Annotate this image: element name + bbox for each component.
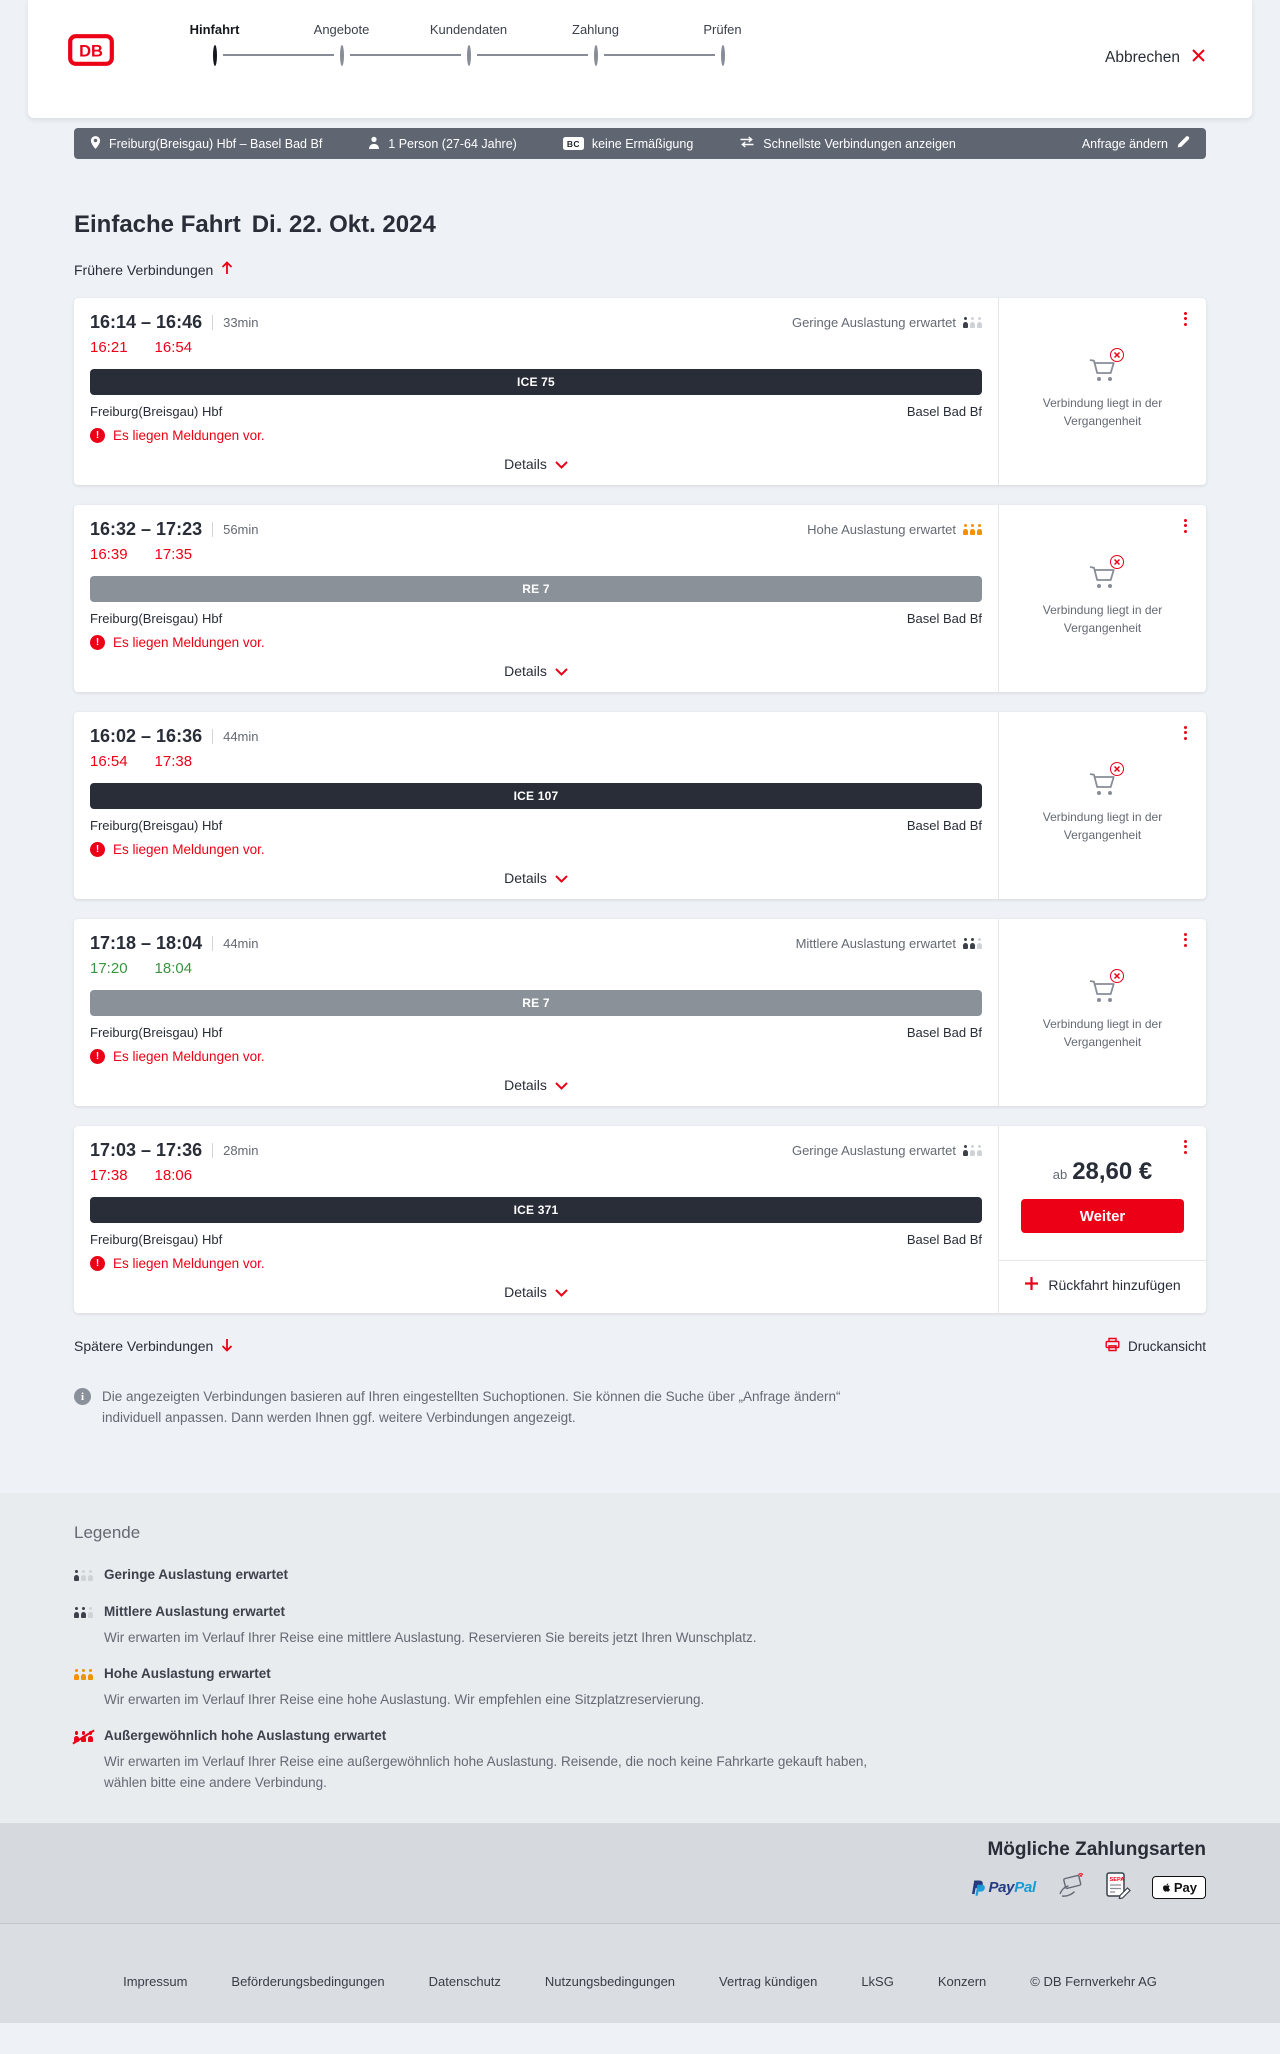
occupancy-icon-mid [963, 938, 982, 949]
step-dot [721, 45, 725, 66]
apple-icon [1161, 1881, 1172, 1894]
progress-stepper [151, 22, 786, 63]
page-title [74, 211, 1206, 239]
svg-text:DB: DB [79, 42, 103, 61]
occupancy-label: Geringe Auslastung erwartet [792, 1143, 982, 1158]
train-badge[interactable]: ICE 75 [90, 369, 982, 395]
search-summary-bar [74, 128, 1206, 159]
past-connection-note: Verbindung liegt in der Vergangenheit [1042, 603, 1163, 635]
route-summary: Freiburg(Breisgau) Hbf – Basel Bad Bf [90, 135, 322, 153]
cart-unavailable-icon [1085, 767, 1121, 799]
legend-label: Hohe Auslastung erwartet [104, 1666, 271, 1682]
connection-card [74, 919, 1206, 1106]
passenger-summary: 1 Person (27-64 Jahre) [368, 136, 517, 152]
departure-station: Freiburg(Breisgau) Hbf [90, 404, 223, 419]
cross-badge-icon [1110, 348, 1124, 362]
connection-card [74, 1126, 1206, 1313]
more-options-menu[interactable] [1182, 721, 1189, 744]
step-dot [340, 45, 344, 66]
occupancy-label: Mittlere Auslastung erwartet [796, 936, 982, 951]
payment-title: Mögliche Zahlungsarten [987, 1838, 1206, 1860]
step-dot-active [213, 45, 217, 66]
legend-label: Außergewöhnlich hohe Auslastung erwartet [104, 1728, 387, 1744]
passenger-icon [368, 136, 380, 152]
alert-icon: ! [90, 842, 105, 857]
credit-card-icon [1056, 1872, 1086, 1904]
booking-header [28, 0, 1252, 118]
earlier-connections-link[interactable]: Frühere Verbindungen [74, 261, 233, 278]
occupancy-icon-high [74, 1666, 93, 1710]
footer-link-vertrag-kuendigen[interactable]: Vertrag kündigen [719, 1973, 818, 1989]
realtime-times: 16:21 16:54 [90, 339, 193, 356]
duration: 44min [223, 729, 259, 744]
train-badge[interactable]: ICE 371 [90, 1197, 982, 1223]
arrival-station: Basel Bad Bf [906, 1025, 982, 1040]
chevron-down-icon [555, 1284, 568, 1300]
departure-station: Freiburg(Breisgau) Hbf [90, 818, 223, 833]
occupancy-icon-low [74, 1567, 93, 1586]
footer-link-lksg[interactable]: LkSG [861, 1973, 894, 1989]
legend-title: Legende [74, 1522, 141, 1542]
connection-message: ! Es liegen Meldungen vor. [90, 842, 982, 857]
copyright: © DB Fernverkehr AG [1030, 1973, 1157, 1989]
alert-icon: ! [90, 1256, 105, 1271]
legend-description: Wir erwarten im Verlauf Ihrer Reise eine mittlere Auslastung. Reservieren Sie bereits jetzt Ihren Wunschplatz. [104, 1629, 757, 1645]
planned-times: 16:14 – 16:46 [90, 312, 203, 332]
arrow-up-icon [221, 261, 233, 278]
occupancy-label: Hohe Auslastung erwartet [807, 522, 982, 537]
connection-message: ! Es liegen Meldungen vor. [90, 428, 982, 443]
realtime-times: 16:39 17:35 [90, 546, 193, 563]
print-view-link[interactable]: Druckansicht [1105, 1337, 1206, 1355]
payment-section [0, 1823, 1280, 1924]
occupancy-icon-low [963, 317, 982, 328]
arrival-station: Basel Bad Bf [906, 1232, 982, 1247]
chevron-down-icon [555, 663, 568, 679]
location-pin-icon [90, 135, 101, 153]
legend-label: Mittlere Auslastung erwartet [104, 1603, 286, 1619]
alert-icon: ! [90, 428, 105, 443]
occupancy-icon-extreme [74, 1728, 93, 1793]
pencil-icon [1176, 135, 1190, 152]
occupancy-icon-high [963, 524, 982, 535]
footer-link-konzern[interactable]: Konzern [937, 1973, 987, 1989]
realtime-times: 17:20 18:04 [90, 960, 193, 977]
footer-link-befoerderungsbedingungen[interactable]: Beförderungsbedingungen [231, 1973, 385, 1989]
planned-times: 17:03 – 17:36 [90, 1140, 203, 1160]
legend-description: Wir erwarten im Verlauf Ihrer Reise eine außergewöhnlich hohe Auslastung. Reisende, die noch keine Fahrkarte gekauft haben, wählen bitte eine andere Verbindung. [104, 1754, 868, 1790]
details-toggle[interactable]: Details [504, 1077, 568, 1093]
price: ab 28,60 € [1052, 1158, 1153, 1185]
planned-times: 17:18 – 18:04 [90, 933, 203, 953]
fastest-connections-toggle[interactable]: Schnellste Verbindungen anzeigen [739, 136, 956, 151]
db-logo [68, 34, 114, 71]
duration: 44min [223, 936, 259, 951]
trip-type: Einfache Fahrt [74, 211, 241, 238]
realtime-times: 17:38 18:06 [90, 1167, 193, 1184]
duration: 28min [223, 1143, 259, 1158]
transfer-icon [739, 136, 755, 151]
step-hinfahrt[interactable]: Hinfahrt [151, 22, 278, 63]
arrival-station: Basel Bad Bf [906, 611, 982, 626]
footer-link-nutzungsbedingungen[interactable]: Nutzungsbedingungen [544, 1973, 676, 1989]
step-dot [467, 45, 471, 66]
results-area [74, 211, 1206, 1493]
arrow-down-icon [221, 1338, 233, 1355]
trip-date: Di. 22. Okt. 2024 [251, 211, 436, 238]
arrival-station: Basel Bad Bf [906, 404, 982, 419]
occupancy-label: Geringe Auslastung erwartet [792, 315, 982, 330]
cross-badge-icon [1110, 555, 1124, 569]
cancel-button[interactable]: Abbrechen [1105, 48, 1206, 68]
past-connection-note: Verbindung liegt in der Vergangenheit [1042, 1017, 1163, 1049]
cart-unavailable-icon [1085, 974, 1121, 1006]
legend-item [74, 1604, 1206, 1648]
details-toggle[interactable]: Details [504, 870, 568, 886]
connection-message: ! Es liegen Meldungen vor. [90, 1256, 982, 1271]
step-pruefen[interactable]: Prüfen [659, 22, 786, 63]
chevron-down-icon [555, 870, 568, 886]
planned-times: 16:32 – 17:23 [90, 519, 203, 539]
info-icon: i [74, 1388, 91, 1405]
legend-label: Geringe Auslastung erwartet [104, 1566, 289, 1582]
sepa-direct-debit-icon [1106, 1872, 1132, 1904]
more-options-menu[interactable] [1182, 307, 1189, 330]
paypal-logo: Pay Pal [969, 1879, 1035, 1897]
printer-icon [1105, 1337, 1120, 1355]
step-angebote[interactable]: Angebote [278, 22, 405, 63]
footer-link-impressum[interactable]: Impressum [123, 1973, 188, 1989]
change-request-button[interactable]: Anfrage ändern [1082, 135, 1190, 152]
details-toggle[interactable]: Details [504, 456, 568, 472]
step-zahlung[interactable]: Zahlung [532, 22, 659, 63]
later-connections-link[interactable]: Spätere Verbindungen [74, 1338, 233, 1355]
cross-badge-icon [1110, 762, 1124, 776]
bahncard-badge: BC [563, 137, 584, 150]
weiter-button[interactable]: Weiter [1021, 1199, 1184, 1233]
departure-station: Freiburg(Breisgau) Hbf [90, 1232, 223, 1247]
apple-pay-badge: Pay [1152, 1876, 1206, 1899]
train-badge[interactable]: RE 7 [90, 576, 982, 602]
step-kundendaten[interactable]: Kundendaten [405, 22, 532, 63]
more-options-menu[interactable] [1182, 1135, 1189, 1158]
chevron-down-icon [555, 1077, 568, 1093]
connection-message: ! Es liegen Meldungen vor. [90, 635, 982, 650]
duration: 56min [223, 522, 259, 537]
past-connection-note: Verbindung liegt in der Vergangenheit [1042, 810, 1163, 842]
add-return-button[interactable]: Rückfahrt hinzufügen [1024, 1276, 1180, 1294]
past-connection-note: Verbindung liegt in der Vergangenheit [1042, 396, 1163, 428]
connection-card [74, 712, 1206, 899]
departure-station: Freiburg(Breisgau) Hbf [90, 611, 223, 626]
connection-message: ! Es liegen Meldungen vor. [90, 1049, 982, 1064]
connection-card [74, 505, 1206, 692]
cross-badge-icon [1110, 969, 1124, 983]
legend-item [74, 1666, 1206, 1710]
train-badge[interactable]: RE 7 [90, 990, 982, 1016]
page-footer [0, 1924, 1280, 2023]
legend-item [74, 1728, 1206, 1793]
close-icon [1191, 48, 1206, 68]
details-toggle[interactable]: Details [504, 1284, 568, 1300]
plus-icon [1024, 1276, 1039, 1294]
cart-unavailable-icon [1085, 353, 1121, 385]
legend-section [0, 1493, 1280, 1823]
occupancy-icon-low [963, 1145, 982, 1156]
connection-card [74, 298, 1206, 485]
departure-station: Freiburg(Breisgau) Hbf [90, 1025, 223, 1040]
more-options-menu[interactable] [1182, 514, 1189, 537]
chevron-down-icon [555, 456, 568, 472]
discount-summary: BC keine Ermäßigung [563, 137, 693, 151]
alert-icon: ! [90, 1049, 105, 1064]
occupancy-icon-mid [74, 1604, 93, 1648]
step-dot [594, 45, 598, 66]
cart-unavailable-icon [1085, 560, 1121, 592]
realtime-times: 16:54 17:38 [90, 753, 193, 770]
planned-times: 16:02 – 16:36 [90, 726, 203, 746]
arrival-station: Basel Bad Bf [906, 818, 982, 833]
more-options-menu[interactable] [1182, 928, 1189, 951]
legend-description: Wir erwarten im Verlauf Ihrer Reise eine hohe Auslastung. Wir empfehlen eine Sitzplatzreservierung. [104, 1692, 705, 1708]
info-text: Die angezeigten Verbindungen basieren auf Ihren eingestellten Suchoptionen. Sie können die Suche über „Anfrage ändern“ individuell anpassen. Dann werden Ihnen ggf. weitere Verbindungen angezeigt. [102, 1389, 841, 1425]
train-badge[interactable]: ICE 107 [90, 783, 982, 809]
search-options-hint [74, 1387, 1206, 1493]
alert-icon: ! [90, 635, 105, 650]
details-toggle[interactable]: Details [504, 663, 568, 679]
legend-item [74, 1567, 1206, 1586]
footer-link-datenschutz[interactable]: Datenschutz [428, 1973, 501, 1989]
duration: 33min [223, 315, 259, 330]
svg-text:SEPA: SEPA [1109, 1876, 1125, 1883]
